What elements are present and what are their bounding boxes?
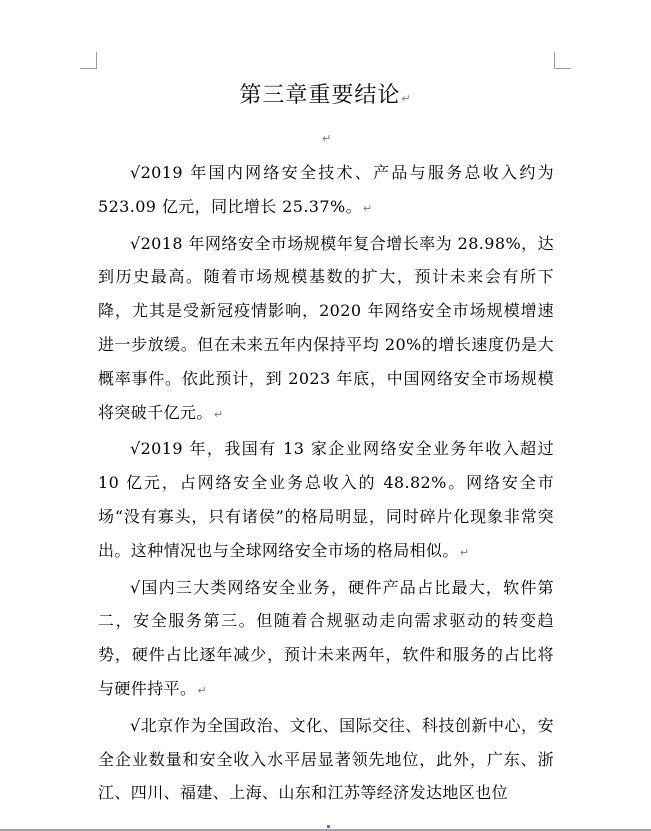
paragraph[interactable] — [98, 709, 554, 810]
paragraph-mark-icon: ↵ — [362, 201, 373, 215]
paragraph[interactable] — [98, 156, 554, 226]
document-body[interactable] — [98, 156, 554, 811]
paragraph[interactable] — [98, 432, 554, 569]
paragraph-text: √2019 年，我国有 13 家企业网络安全业务年收入超过 10 亿元，占网络安全业务总收入的 48.82%。网络安全市场“没有寡头，只有诸侯”的格局明显，同时碎片化现象非常突出。这种情况也与全球网络安全市场的格局相似。 — [98, 439, 554, 560]
page-center-marker — [327, 825, 330, 828]
paragraph-text: √2019 年国内网络安全技术、产品与服务总收入约为 523.09 亿元，同比增长 25.37%。 — [98, 163, 554, 216]
paragraph-mark-icon: ↵ — [401, 92, 412, 105]
paragraph-text: √国内三大类网络安全业务，硬件产品占比最大，软件第二，安全服务第三。但随着合规驱动走向需求驱动的转变趋势，硬件占比逐年减少，预计未来两年，软件和服务的占比将与硬件持平。 — [98, 577, 554, 698]
paragraph-text: √北京作为全国政治、文化、国际交往、科技创新中心，安全企业数量和安全收入水平居显著领先地位，此外，广东、浙江、四川、福建、上海、山东和江苏等经济发达地区也位 — [98, 715, 554, 803]
chapter-title-text: 第三章重要结论 — [239, 83, 401, 108]
paragraph-mark-icon: ↵ — [213, 407, 224, 421]
chapter-title[interactable] — [0, 78, 651, 109]
top-right-margin-corner-icon — [554, 52, 571, 69]
paragraph-mark-icon: ↵ — [459, 545, 470, 559]
top-left-margin-corner-icon — [80, 52, 97, 69]
paragraph-text: √2018 年网络安全市场规模年复合增长率为 28.98%，达到历史最高。随着市场规模基数的扩大，预计未来会有所下降，尤其是受新冠疫情影响，2020 年网络安全市场规模增速进一步放缓。但在未来五年内保持平均 20%的增长速度仍是大概率事件。依此预计，到 2023 年底，中国网络安全市场规模将突破千亿元。 — [98, 233, 554, 422]
paragraph-mark-icon: ↵ — [197, 683, 208, 697]
paragraph[interactable] — [98, 227, 554, 432]
paragraph[interactable] — [98, 571, 554, 708]
empty-paragraph-mark-icon: ↵ — [322, 132, 332, 145]
